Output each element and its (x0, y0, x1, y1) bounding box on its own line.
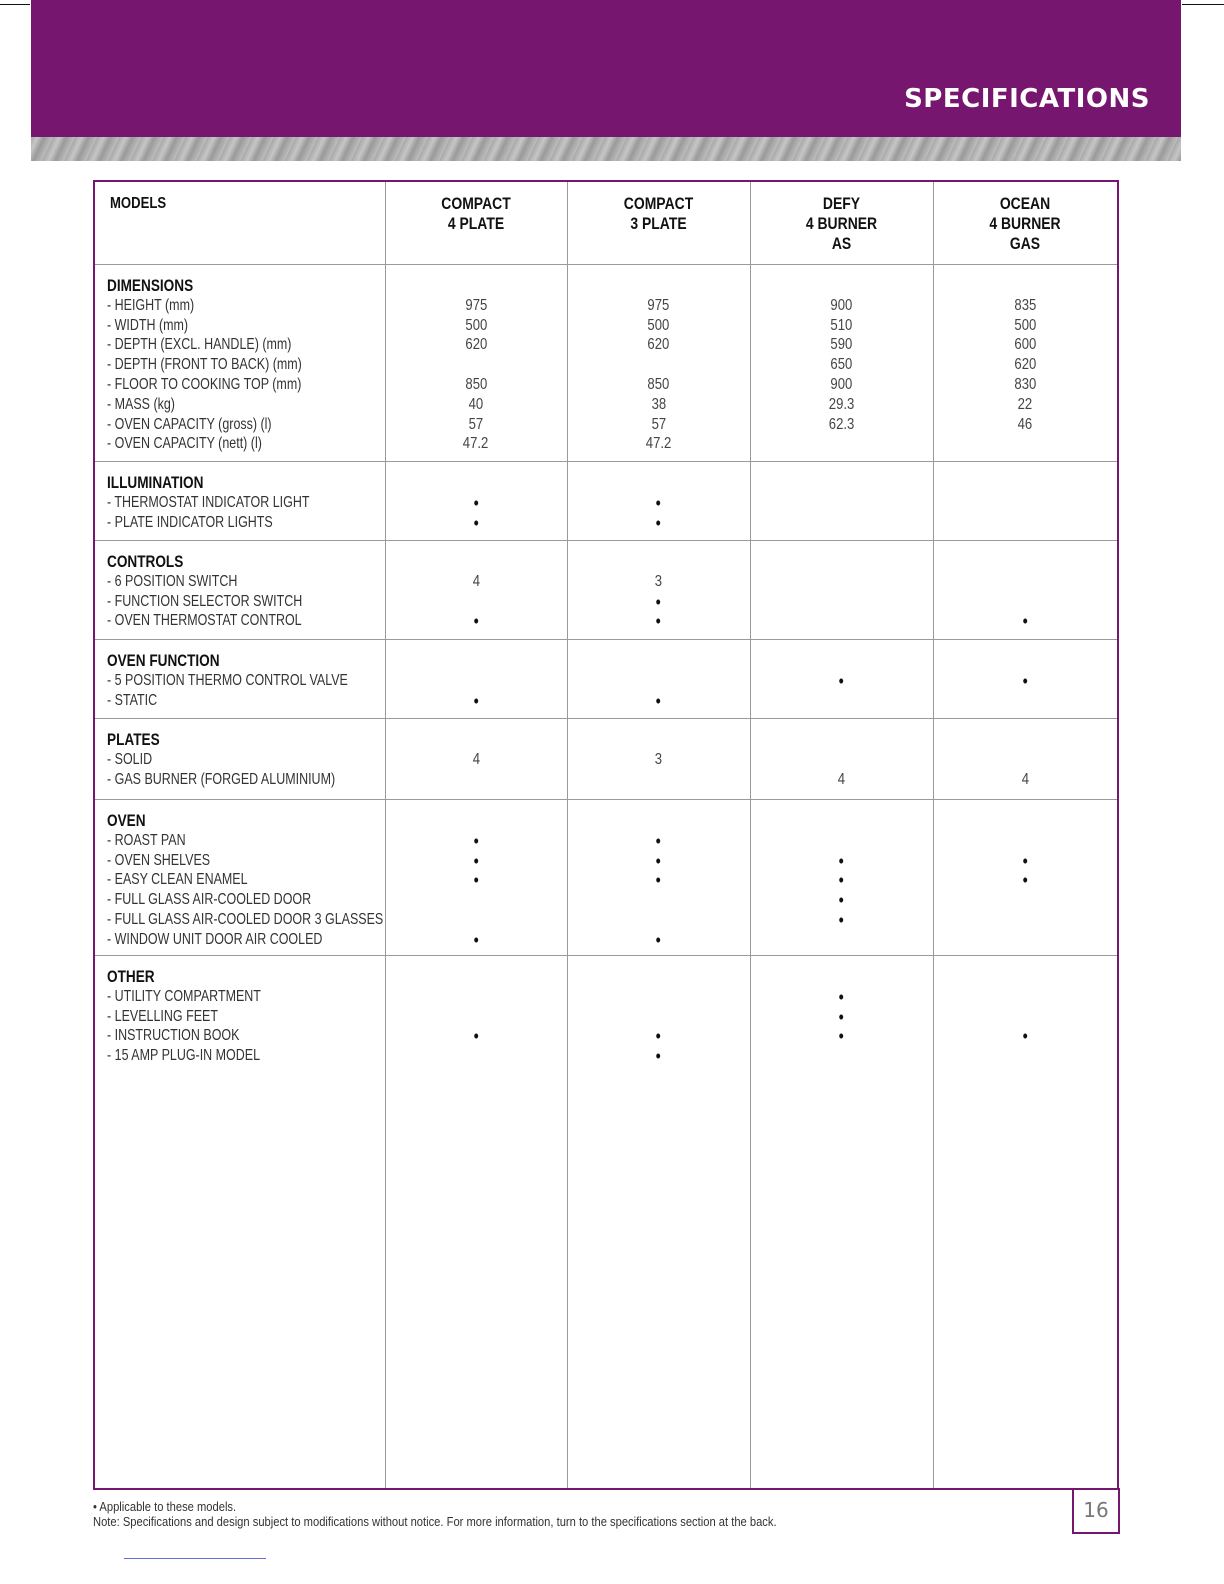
table-cell (933, 375, 1117, 395)
table-cell (933, 1046, 1117, 1066)
section-title: OTHER (107, 967, 155, 986)
section-title: OVEN (107, 811, 146, 830)
applicable-bullet: • (473, 512, 479, 533)
row-label: - 6 POSITION SWITCH (107, 572, 238, 590)
cell-value: 850 (647, 376, 670, 393)
cell-value: 975 (465, 296, 487, 314)
table-cell (933, 316, 1117, 336)
table-cell (567, 513, 750, 535)
table-cell (385, 770, 567, 790)
table-cell (385, 831, 567, 853)
cell-value: 500 (1014, 316, 1036, 334)
cell-value: 620 (647, 336, 670, 354)
table-cell (750, 987, 933, 1009)
applicable-bullet: • (655, 1046, 662, 1067)
applicable-bullet: • (838, 850, 845, 871)
table-cell (750, 671, 933, 693)
table-cell (933, 930, 1117, 950)
cell-value: 4 (1021, 770, 1029, 788)
cell-value: 29.3 (828, 395, 855, 413)
table-cell (750, 434, 933, 454)
cell-value: 600 (1014, 336, 1036, 354)
table-cell (567, 355, 750, 375)
table-cell (750, 1046, 933, 1066)
table-cell (750, 572, 933, 592)
cell-value: 62.3 (828, 415, 855, 433)
cell-value: 590 (830, 336, 853, 354)
table-cell (567, 930, 750, 952)
table-cell (567, 316, 750, 336)
cell-value: 620 (465, 336, 487, 354)
table-cell (933, 851, 1117, 873)
row-label: - OVEN THERMOSTAT CONTROL (107, 612, 302, 630)
table-cell (750, 395, 933, 415)
footnote (93, 1499, 777, 1529)
table-cell (750, 1026, 933, 1048)
table-cell (750, 296, 933, 316)
footnote-note: Note: Specifications and design subject to modifications without notice. For more information, turn to the specifications section at the back. (93, 1514, 777, 1529)
table-cell (933, 750, 1117, 770)
column-header (385, 194, 567, 234)
table-cell (567, 415, 750, 435)
table-cell (567, 592, 750, 614)
column-header-line: COMPACT (623, 194, 694, 213)
table-cell (933, 335, 1117, 355)
specifications-table (93, 180, 1119, 1490)
applicable-bullet: • (1022, 1026, 1028, 1047)
row-label: - DEPTH (EXCL. HANDLE) (mm) (107, 336, 292, 354)
cell-value: 47.2 (463, 435, 489, 453)
table-cell (567, 671, 750, 691)
section-divider (95, 540, 1117, 541)
applicable-bullet: • (473, 830, 479, 851)
table-cell (567, 1026, 750, 1048)
table-cell (750, 513, 933, 533)
section-divider (95, 955, 1117, 956)
cell-value: 4 (837, 770, 846, 788)
table-cell (933, 415, 1117, 435)
section-divider (95, 461, 1117, 462)
table-cell (385, 851, 567, 873)
table-cell (385, 572, 567, 592)
applicable-bullet: • (838, 910, 845, 930)
footnote-legend: • Applicable to these models. (93, 1499, 237, 1514)
crop-mark-right (1182, 4, 1224, 5)
table-cell (385, 375, 567, 395)
column-header (750, 194, 933, 254)
table-cell (385, 750, 567, 770)
column-header-line: 4 PLATE (447, 214, 505, 233)
table-cell (933, 296, 1117, 316)
table-cell (750, 611, 933, 631)
column-header-line: 4 BURNER (805, 214, 878, 233)
table-cell (567, 375, 750, 395)
row-label: - WIDTH (mm) (107, 316, 189, 334)
table-cell (567, 831, 750, 853)
table-cell (750, 415, 933, 435)
applicable-bullet: • (1022, 850, 1028, 871)
cell-value: 4 (472, 750, 480, 768)
row-label: - OVEN SHELVES (107, 851, 211, 869)
applicable-bullet: • (473, 492, 479, 513)
table-cell (933, 831, 1117, 851)
table-cell (750, 592, 933, 612)
column-header (567, 194, 750, 234)
applicable-bullet: • (838, 1006, 845, 1027)
table-cell (933, 770, 1117, 790)
table-cell (933, 987, 1117, 1007)
cell-value: 38 (651, 395, 666, 413)
row-label: - EASY CLEAN ENAMEL (107, 871, 248, 889)
page-title: SPECIFICATIONS (904, 84, 1150, 114)
table-cell (567, 750, 750, 770)
table-cell (933, 513, 1117, 533)
header-stripe (31, 137, 1181, 161)
row-label: - INSTRUCTION BOOK (107, 1027, 240, 1045)
table-cell (933, 611, 1117, 633)
applicable-bullet: • (838, 870, 845, 891)
table-cell (750, 1007, 933, 1029)
row-label: - MASS (kg) (107, 395, 175, 413)
cell-value: 650 (830, 356, 853, 374)
applicable-bullet: • (655, 591, 662, 612)
section-divider (95, 639, 1117, 640)
row-label: - GAS BURNER (FORGED ALUMINIUM) (107, 770, 336, 788)
table-cell (385, 513, 567, 535)
applicable-bullet: • (838, 670, 845, 691)
row-label: - FULL GLASS AIR-COOLED DOOR 3 GLASSES (107, 911, 384, 928)
column-header-line: 4 BURNER (989, 214, 1061, 233)
cell-value: 900 (830, 296, 853, 314)
column-header-line: OCEAN (999, 194, 1051, 213)
applicable-bullet: • (655, 690, 662, 711)
table-cell (567, 910, 750, 930)
table-cell (567, 890, 750, 910)
table-cell (750, 355, 933, 375)
table-cell (750, 691, 933, 711)
column-header-line: 3 PLATE (630, 214, 687, 233)
applicable-bullet: • (1022, 670, 1028, 691)
column-header-line: GAS (1009, 234, 1041, 253)
table-cell (385, 415, 567, 435)
page-number: 16 (1072, 1488, 1120, 1534)
applicable-bullet: • (838, 890, 845, 911)
applicable-bullet: • (473, 850, 479, 871)
row-label: - FLOOR TO COOKING TOP (mm) (107, 376, 302, 393)
table-cell (385, 592, 567, 612)
applicable-bullet: • (655, 850, 662, 871)
cell-value: 22 (1017, 395, 1033, 413)
table-cell (385, 890, 567, 910)
table-cell (933, 691, 1117, 711)
column-header-line: COMPACT (441, 194, 511, 213)
section-title: CONTROLS (107, 552, 184, 571)
table-cell (567, 611, 750, 633)
row-label: - ROAST PAN (107, 831, 186, 849)
table-cell (750, 316, 933, 336)
applicable-bullet: • (655, 830, 662, 851)
table-cell (567, 296, 750, 316)
cell-value: 830 (1014, 376, 1036, 393)
row-label: - STATIC (107, 691, 158, 709)
table-cell (750, 930, 933, 950)
section-title: OVEN FUNCTION (107, 651, 220, 670)
row-label: - DEPTH (FRONT TO BACK) (mm) (107, 356, 302, 374)
applicable-bullet: • (1022, 611, 1028, 632)
table-cell (385, 493, 567, 515)
column-header-line: DEFY (822, 194, 861, 213)
table-cell (933, 671, 1117, 693)
table-cell (567, 770, 750, 790)
table-cell (933, 592, 1117, 612)
applicable-bullet: • (838, 1026, 845, 1047)
column-header (933, 194, 1117, 254)
cell-value: 3 (654, 750, 663, 768)
cell-value: 46 (1017, 415, 1033, 433)
table-cell (933, 1026, 1117, 1048)
section-title: ILLUMINATION (107, 473, 204, 492)
table-cell (567, 987, 750, 1007)
row-label: - FULL GLASS AIR-COOLED DOOR (107, 891, 312, 909)
applicable-bullet: • (473, 611, 479, 632)
table-cell (385, 671, 567, 691)
section-title: DIMENSIONS (107, 276, 194, 295)
table-cell (385, 316, 567, 336)
header-band (31, 0, 1181, 137)
section-title: PLATES (107, 730, 160, 749)
table-cell (933, 572, 1117, 592)
table-cell (750, 870, 933, 892)
table-cell (933, 434, 1117, 454)
table-cell (385, 355, 567, 375)
table-cell (750, 831, 933, 851)
table-cell (385, 611, 567, 633)
cell-value: 57 (468, 415, 484, 433)
table-cell (567, 691, 750, 713)
table-cell (567, 1046, 750, 1068)
models-label: MODELS (110, 195, 167, 212)
cell-value: 57 (651, 415, 666, 433)
column-header-line: AS (831, 234, 852, 253)
row-label: - SOLID (107, 750, 153, 768)
cell-value: 900 (830, 376, 853, 393)
crop-mark-left (0, 4, 30, 5)
table-cell (385, 691, 567, 713)
table-cell (750, 750, 933, 770)
cell-value: 500 (465, 316, 487, 334)
applicable-bullet: • (655, 1026, 662, 1047)
table-cell (385, 1046, 567, 1066)
table-cell (385, 296, 567, 316)
table-cell (933, 395, 1117, 415)
table-cell (567, 395, 750, 415)
applicable-bullet: • (838, 986, 845, 1007)
row-label: - 5 POSITION THERMO CONTROL VALVE (107, 671, 348, 689)
section-divider (95, 718, 1117, 719)
table-cell (933, 910, 1117, 930)
row-label: - LEVELLING FEET (107, 1007, 218, 1025)
row-label: - THERMOSTAT INDICATOR LIGHT (107, 493, 310, 511)
table-cell (385, 1026, 567, 1048)
table-cell (933, 355, 1117, 375)
row-label: - WINDOW UNIT DOOR AIR COOLED (107, 930, 323, 948)
bottom-link-underline (124, 1558, 266, 1559)
applicable-bullet: • (655, 611, 662, 632)
row-label: - PLATE INDICATOR LIGHTS (107, 513, 273, 531)
table-cell (567, 434, 750, 454)
cell-value: 620 (1014, 356, 1036, 374)
cell-value: 3 (654, 572, 663, 590)
row-label: - HEIGHT (mm) (107, 296, 195, 314)
table-cell (750, 375, 933, 395)
table-cell (385, 910, 567, 930)
applicable-bullet: • (473, 690, 479, 711)
section-divider (95, 799, 1117, 800)
table-cell (385, 434, 567, 454)
cell-value: 975 (647, 296, 670, 314)
table-cell (933, 1007, 1117, 1027)
table-cell (750, 770, 933, 790)
applicable-bullet: • (1022, 870, 1028, 891)
table-cell (385, 870, 567, 892)
cell-value: 835 (1014, 296, 1036, 314)
row-label: - OVEN CAPACITY (gross) (l) (107, 415, 272, 433)
table-cell (385, 395, 567, 415)
table-cell (933, 493, 1117, 513)
table-cell (567, 335, 750, 355)
table-cell (933, 870, 1117, 892)
table-cell (567, 851, 750, 873)
table-cell (567, 1007, 750, 1027)
cell-value: 850 (465, 376, 487, 393)
applicable-bullet: • (655, 870, 662, 891)
applicable-bullet: • (473, 870, 479, 891)
row-label: - UTILITY COMPARTMENT (107, 987, 261, 1005)
table-cell (385, 987, 567, 1007)
table-cell (385, 335, 567, 355)
table-cell (567, 493, 750, 515)
table-cell (567, 572, 750, 592)
table-cell (750, 890, 933, 912)
row-label: - FUNCTION SELECTOR SWITCH (107, 592, 303, 610)
applicable-bullet: • (473, 929, 479, 950)
header-divider (95, 264, 1117, 265)
applicable-bullet: • (655, 929, 662, 950)
table-cell (750, 910, 933, 932)
table-cell (750, 851, 933, 873)
row-label: - 15 AMP PLUG-IN MODEL (107, 1047, 261, 1065)
table-cell (385, 1007, 567, 1027)
table-cell (750, 335, 933, 355)
cell-value: 510 (830, 316, 853, 334)
table-cell (385, 930, 567, 952)
table-cell (933, 890, 1117, 910)
applicable-bullet: • (655, 492, 662, 513)
table-cell (567, 870, 750, 892)
cell-value: 40 (468, 395, 484, 413)
applicable-bullet: • (655, 512, 662, 533)
row-label: - OVEN CAPACITY (nett) (l) (107, 435, 262, 453)
table-cell (750, 493, 933, 513)
cell-value: 500 (647, 316, 670, 334)
cell-value: 4 (472, 572, 480, 590)
cell-value: 47.2 (645, 435, 672, 453)
applicable-bullet: • (473, 1026, 479, 1047)
